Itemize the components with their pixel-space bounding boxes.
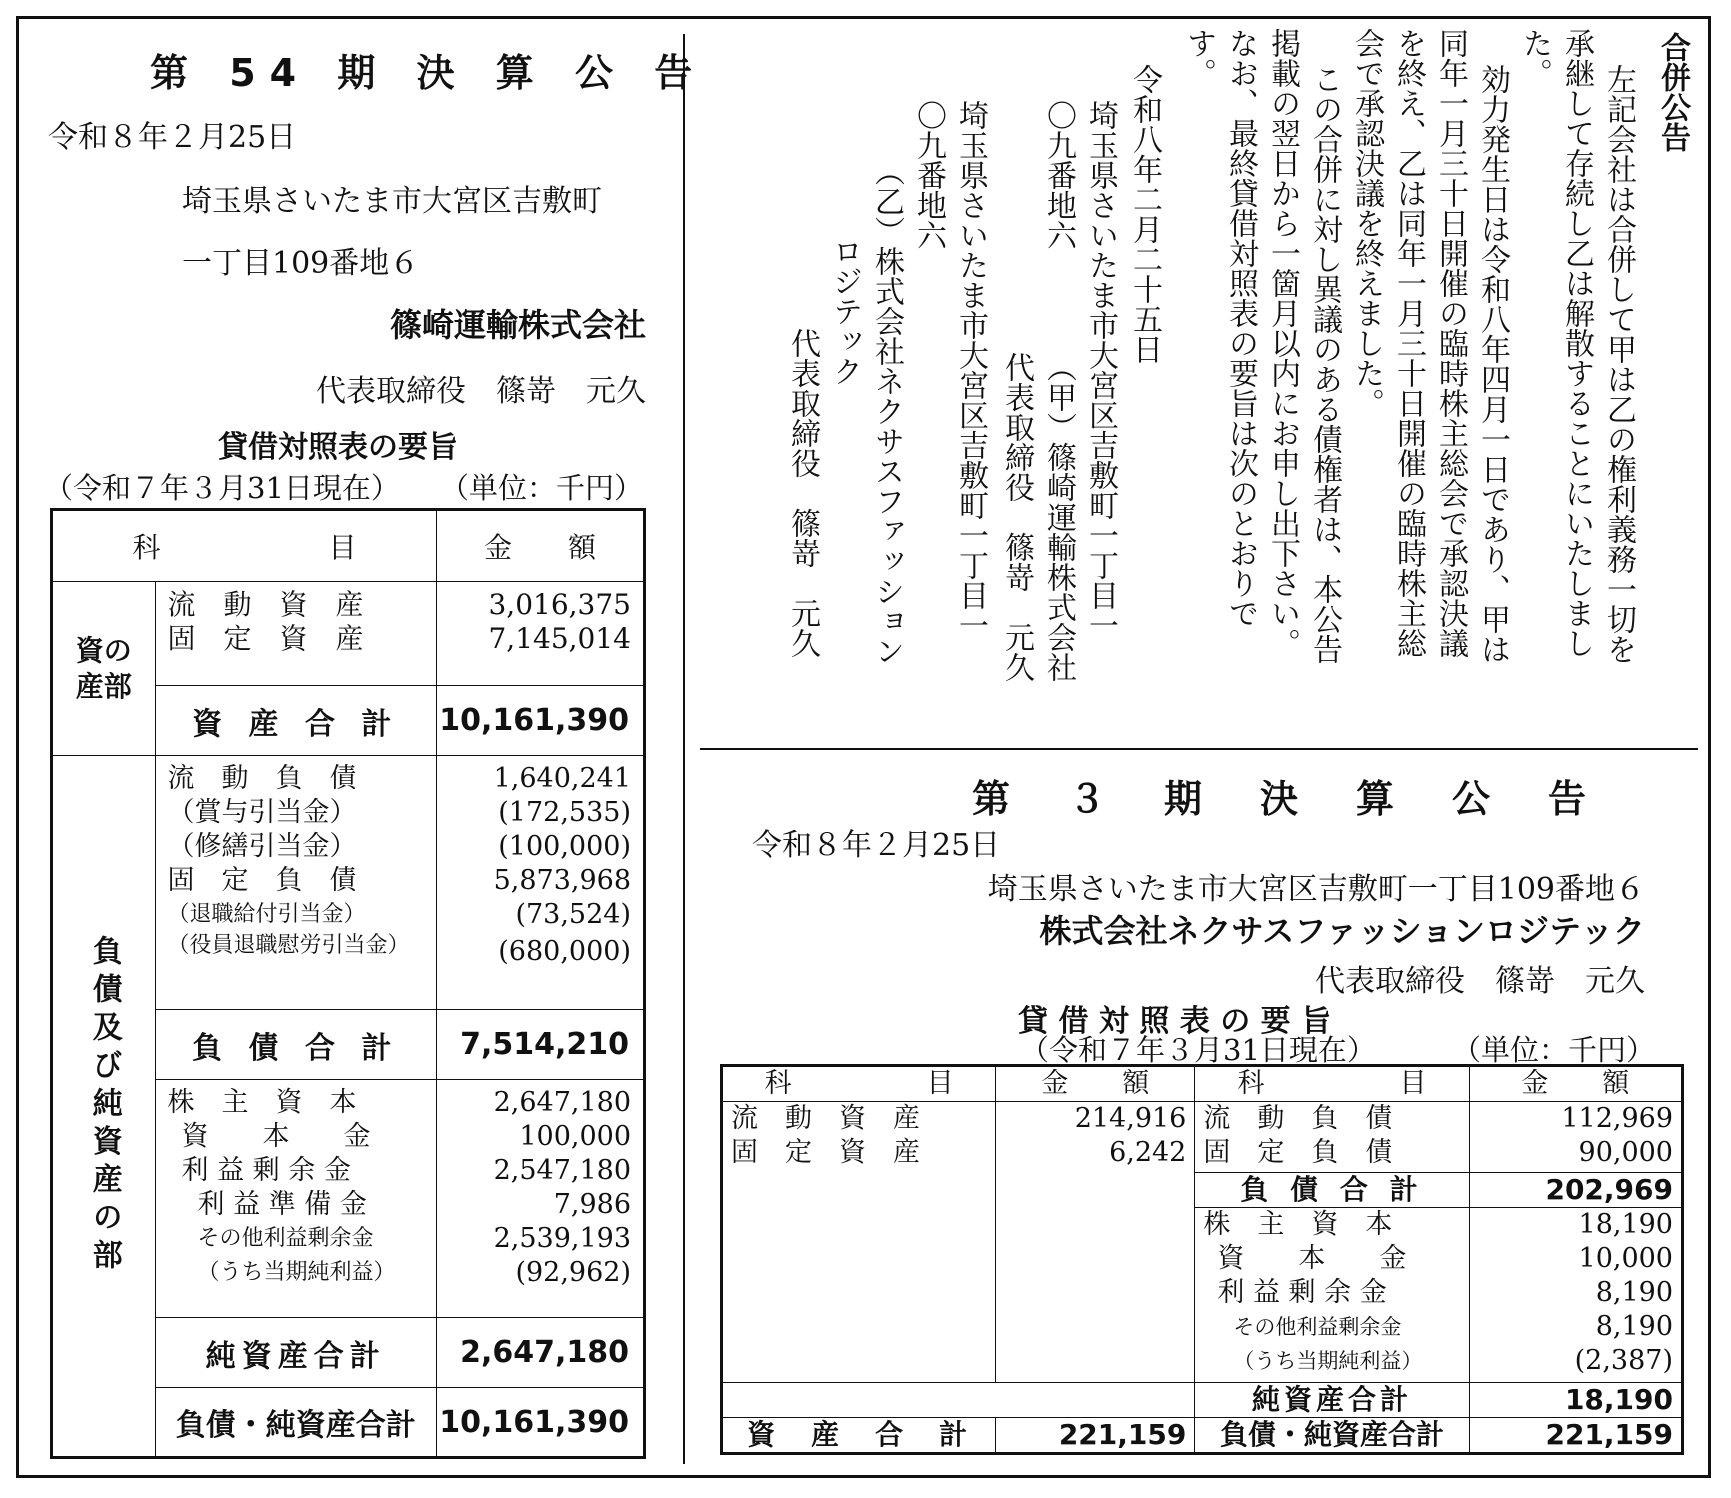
- r-grand-total-value: 221,159: [1469, 1418, 1682, 1454]
- left-date: 令和８年２月25日: [48, 120, 297, 155]
- right-balance-sheet: [720, 1064, 1684, 1455]
- right-bs-date: （令和７年３月31日現在）: [1020, 1033, 1376, 1067]
- merger-line-4: 効力発生日は令和八年四月一日であり、甲は: [1475, 64, 1510, 664]
- left-bs-title: 貸借対照表の要旨: [218, 430, 458, 465]
- liab-total-label: 負 債 合 計: [155, 1010, 437, 1080]
- r-equity-value-0: 18,190: [1578, 1209, 1673, 1241]
- r-header-item-1: 科 目: [722, 1066, 996, 1102]
- grand-total-label: 負債・純資産合計: [155, 1388, 437, 1458]
- merger-line-6: を終え、乙は同年一月三十日開催の臨時株主総: [1391, 28, 1426, 658]
- r-equity-label-0: 株 主 資 本: [1203, 1209, 1393, 1241]
- asset-value-1: 7,145,014: [488, 622, 631, 655]
- asset-label-0: 流 動 資 産: [167, 588, 364, 621]
- merger-b-address-1: 埼玉県さいたま市大宮区吉敷町一丁目一: [953, 100, 988, 640]
- right-title: 第 ３ 期 決 算 公 告: [972, 777, 1597, 821]
- asset-value-0: 3,016,375: [488, 588, 631, 621]
- left-balance-sheet: [50, 508, 646, 1459]
- liab-total-value: 7,514,210: [437, 1010, 645, 1080]
- merger-b-name-2: ロジテック: [827, 236, 862, 386]
- assets-section-label: 資の産部: [75, 633, 132, 703]
- left-company: 篠崎運輸株式会社: [389, 306, 646, 344]
- liab-label-0: 流 動 負 債: [167, 763, 357, 794]
- equity-label-3: 利 益 準 備 金: [197, 1189, 367, 1220]
- liab-value-0: 1,640,241: [493, 763, 631, 794]
- equity-value-2: 2,547,180: [493, 1155, 631, 1186]
- merger-line-11: す。: [1181, 28, 1216, 88]
- merger-line-10: なお、最終貸借対照表の要旨は次のとおりで: [1223, 28, 1258, 628]
- merger-line-2: 承継して存続し乙は解散することにいたしまし: [1559, 28, 1594, 658]
- r-header-amount-1: 金 額: [996, 1066, 1195, 1102]
- equity-total-label: 純資産合計: [155, 1318, 437, 1388]
- r-header-amount-2: 金 額: [1469, 1066, 1682, 1102]
- liab-value-2: (100,000): [498, 831, 631, 862]
- right-company: 株式会社ネクサスファッションロジテック: [1039, 912, 1645, 950]
- merger-a-address-1: 埼玉県さいたま市大宮区吉敷町一丁目一: [1083, 100, 1118, 640]
- r-asset-label-0: 流 動 資 産: [731, 1103, 920, 1134]
- merger-b-address-2: 〇九番地六: [911, 100, 946, 250]
- equity-total-value: 2,647,180: [437, 1318, 645, 1388]
- r-equity-value-1: 10,000: [1578, 1243, 1673, 1275]
- left-bs-date: （令和７年３月31日現在）: [44, 471, 400, 505]
- column-divider: [683, 34, 685, 1464]
- merger-line-8: この合併に対し異議のある債権者は、本公告: [1307, 64, 1342, 664]
- right-date: 令和８年２月25日: [752, 828, 1001, 863]
- merger-b-name: （乙）株式会社ネクサスファッション: [869, 156, 904, 666]
- r-liab-value-0: 112,969: [1561, 1103, 1673, 1134]
- r-asset-value-0: 214,916: [1074, 1103, 1187, 1134]
- liab-label-1: （賞与引当金）: [167, 797, 357, 828]
- merger-a-rep: 代表取締役 篠嵜 元久: [999, 352, 1034, 682]
- merger-a-address-2: 〇九番地六: [1041, 100, 1076, 250]
- r-equity-label-1: 資 本 金: [1217, 1243, 1407, 1275]
- equity-value-3: 7,986: [553, 1189, 631, 1220]
- equity-label-1: 資 本 金: [181, 1121, 371, 1152]
- liab-label-4: （退職給付引当金）: [167, 902, 366, 927]
- liab-label-2: （修繕引当金）: [167, 831, 357, 862]
- liab-value-4: (73,524): [515, 899, 631, 930]
- liabilities-section-label: 負債及び純資産の部: [86, 935, 122, 1277]
- section-divider: [700, 748, 1698, 750]
- merger-title: 合併公告: [1655, 32, 1690, 152]
- r-equity-value-4: (2,387): [1574, 1345, 1673, 1377]
- assets-total-value: 10,161,390: [437, 686, 645, 756]
- merger-line-5: 同年一月三十日開催の臨時株主総会で承認決議: [1433, 28, 1468, 658]
- r-header-item-2: 科 目: [1195, 1066, 1469, 1102]
- right-bs-title: 貸 借 対 照 表 の 要 旨: [1018, 1004, 1332, 1039]
- r-liab-value-1: 90,000: [1578, 1137, 1673, 1168]
- left-title: 第 54 期 決 算 公 告: [150, 51, 707, 95]
- r-equity-value-3: 8,190: [1595, 1311, 1673, 1343]
- merger-line-3: た。: [1517, 28, 1552, 88]
- right-rep: 代表取締役 篠嵜 元久: [1315, 964, 1645, 999]
- liab-value-5: (680,000): [498, 936, 631, 967]
- merger-line-1: 左記会社は合併して甲は乙の権利義務一切を: [1601, 64, 1636, 664]
- r-assets-total-label: 資 産 合 計: [722, 1418, 996, 1454]
- header-item: 科 目: [52, 510, 437, 582]
- equity-value-0: 2,647,180: [493, 1087, 631, 1118]
- right-address: 埼玉県さいたま市大宮区吉敷町一丁目109番地６: [987, 872, 1645, 907]
- left-rep: 代表取締役 篠嵜 元久: [316, 374, 646, 409]
- r-equity-label-4: （うち当期純利益）: [1233, 1349, 1423, 1374]
- left-bs-unit: （単位：千円）: [440, 471, 644, 505]
- asset-label-1: 固 定 資 産: [167, 622, 364, 655]
- equity-label-4: その他利益剰余金: [197, 1226, 374, 1251]
- merger-line-7: 会で承認決議を終えました。: [1349, 28, 1384, 418]
- equity-label-0: 株 主 資 本: [167, 1087, 357, 1118]
- merger-notice: [700, 28, 1698, 748]
- merger-line-9: 掲載の翌日から一箇月以内にお申し出下さい。: [1265, 28, 1300, 658]
- grand-total-value: 10,161,390: [437, 1388, 645, 1458]
- liab-label-3: 固 定 負 債: [167, 865, 357, 896]
- header-amount: 金 額: [437, 510, 645, 582]
- r-asset-label-1: 固 定 資 産: [731, 1137, 920, 1168]
- r-equity-total-label: 純資産合計: [1195, 1383, 1469, 1418]
- left-address-1: 埼玉県さいたま市大宮区吉敷町: [182, 184, 602, 219]
- equity-label-2: 利 益 剰 余 金: [181, 1155, 351, 1186]
- r-liab-total-label: 負 債 合 計: [1195, 1172, 1469, 1208]
- equity-value-1: 100,000: [519, 1121, 631, 1152]
- merger-b-rep: 代表取締役 篠嵜 元久: [785, 328, 820, 658]
- r-equity-total-value: 18,190: [1469, 1383, 1682, 1418]
- r-grand-total-label: 負債・純資産合計: [1195, 1418, 1469, 1454]
- r-equity-label-2: 利 益 剰 余 金: [1217, 1277, 1387, 1309]
- liab-value-3: 5,873,968: [493, 865, 631, 896]
- equity-value-5: (92,962): [515, 1257, 631, 1288]
- equity-label-5: （うち当期純利益）: [197, 1260, 396, 1285]
- assets-total-label: 資 産 合 計: [155, 686, 437, 756]
- merger-date: 令和八年二月二十五日: [1127, 64, 1162, 364]
- merger-a-name: （甲）篠崎運輸株式会社: [1041, 352, 1076, 682]
- r-liab-label-1: 固 定 負 債: [1203, 1137, 1393, 1168]
- equity-value-4: 2,539,193: [493, 1223, 631, 1254]
- liab-value-1: (172,535): [498, 797, 631, 828]
- right-bs-unit: （単位：千円）: [1452, 1033, 1656, 1067]
- liab-label-5: （役員退職慰労引当金）: [167, 933, 410, 958]
- r-liab-total-value: 202,969: [1469, 1172, 1682, 1208]
- r-equity-value-2: 8,190: [1595, 1277, 1673, 1309]
- r-asset-value-1: 6,242: [1109, 1137, 1187, 1168]
- r-assets-total-value: 221,159: [996, 1418, 1195, 1454]
- r-equity-label-3: その他利益剰余金: [1233, 1315, 1402, 1340]
- left-address-2: 一丁目109番地６: [182, 246, 420, 281]
- r-liab-label-0: 流 動 負 債: [1203, 1103, 1393, 1134]
